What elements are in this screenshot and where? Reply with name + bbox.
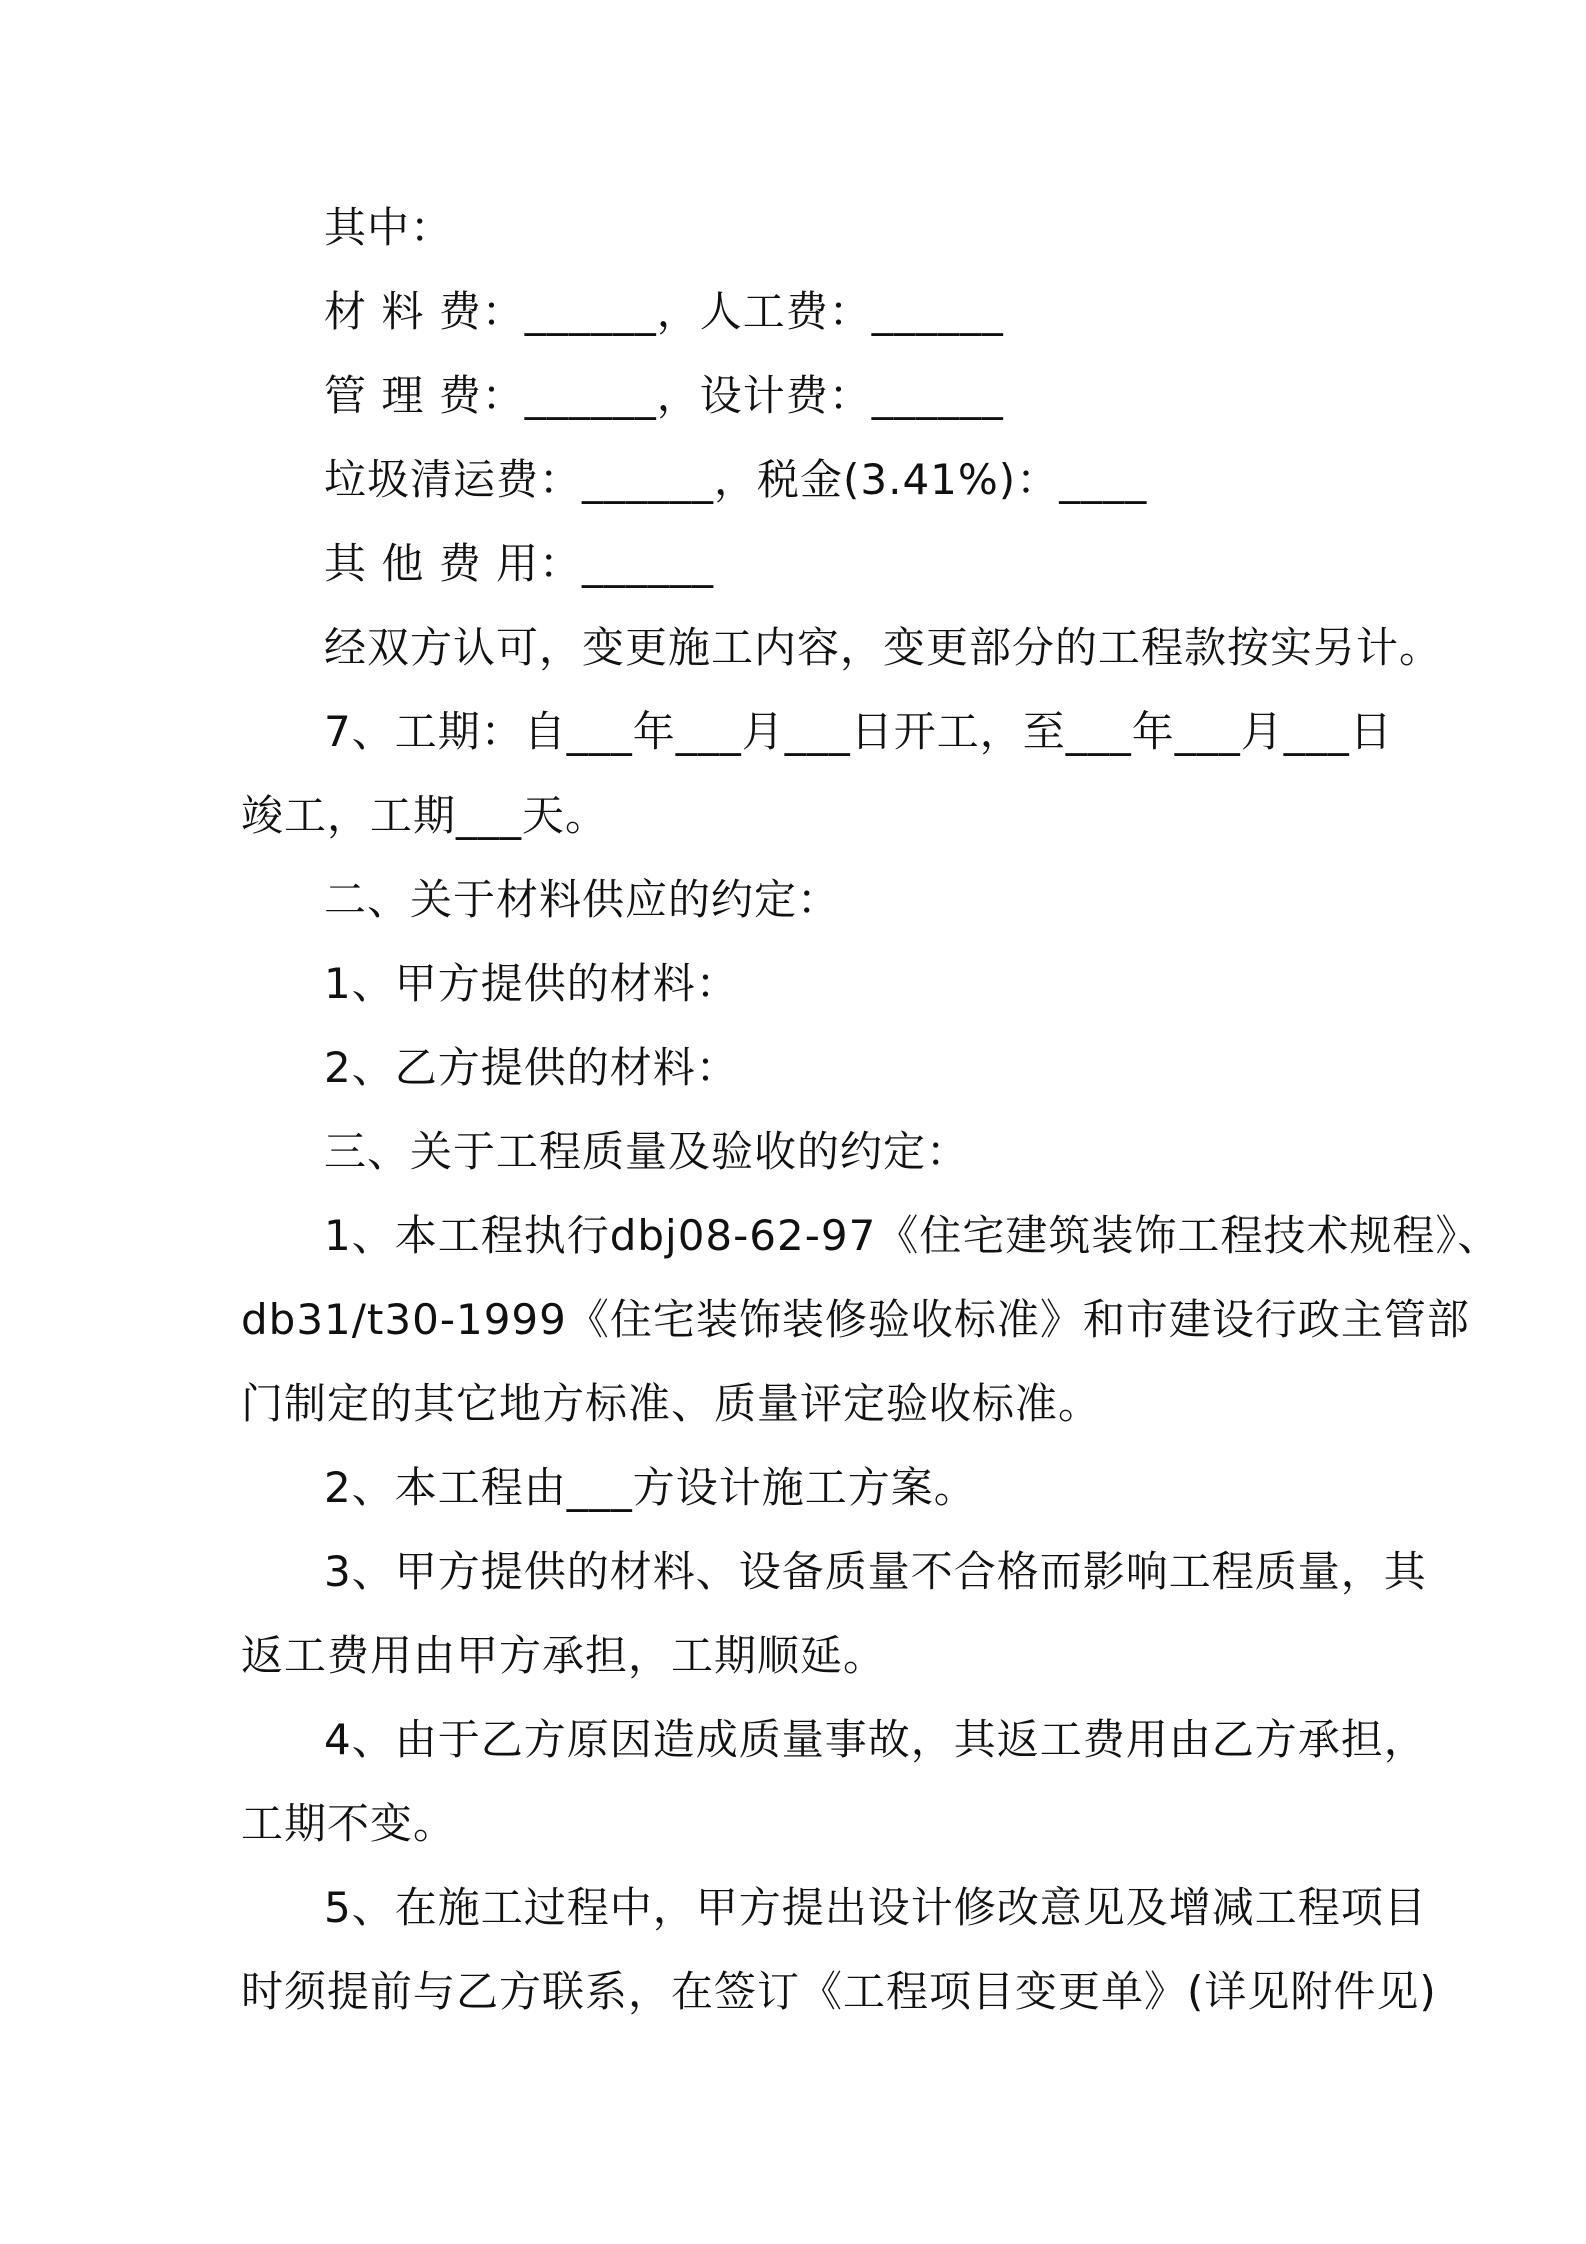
text-line: 其中：	[324, 203, 454, 252]
text-line: db31/t30-1999《住宅装饰装修验收标准》和市建设行政主管部	[241, 1295, 1470, 1344]
text-line: 7、工期：自___年___月___日开工，至___年___月___日	[324, 707, 1393, 756]
text-line: 1、本工程执行dbj08-62-97《住宅建筑装饰工程技术规程》、	[324, 1211, 1501, 1260]
text-line: 二、关于材料供应的约定：	[324, 875, 841, 924]
text-line: 2、乙方提供的材料：	[324, 1043, 739, 1092]
text-line: 时须提前与乙方联系，在签订《工程项目变更单》(详见附件见)	[241, 1967, 1437, 2016]
text-line: 三、关于工程质量及验收的约定：	[324, 1127, 970, 1176]
text-line: 门制定的其它地方标准、质量评定验收标准。	[241, 1379, 1102, 1428]
text-line: 1、甲方提供的材料：	[324, 959, 739, 1008]
text-line: 竣工，工期___天。	[241, 791, 609, 840]
text-line: 材 料 费：______，人工费：______	[324, 287, 1004, 336]
text-line: 管 理 费：______，设计费：______	[324, 371, 1004, 420]
text-line: 垃圾清运费：______，税金(3.41%)：____	[324, 455, 1148, 504]
text-line: 返工费用由甲方承担，工期顺延。	[241, 1631, 887, 1680]
text-line: 4、由于乙方原因造成质量事故，其返工费用由乙方承担，	[324, 1715, 1427, 1764]
text-line: 其 他 费 用：______	[324, 539, 715, 588]
text-line: 工期不变。	[241, 1799, 457, 1848]
text-line: 2、本工程由___方设计施工方案。	[324, 1463, 977, 1512]
text-line: 经双方认可，变更施工内容，变更部分的工程款按实另计。	[324, 623, 1443, 672]
text-line: 3、甲方提供的材料、设备质量不合格而影响工程质量，其	[324, 1547, 1427, 1596]
text-line: 5、在施工过程中，甲方提出设计修改意见及增减工程项目	[324, 1883, 1427, 1932]
